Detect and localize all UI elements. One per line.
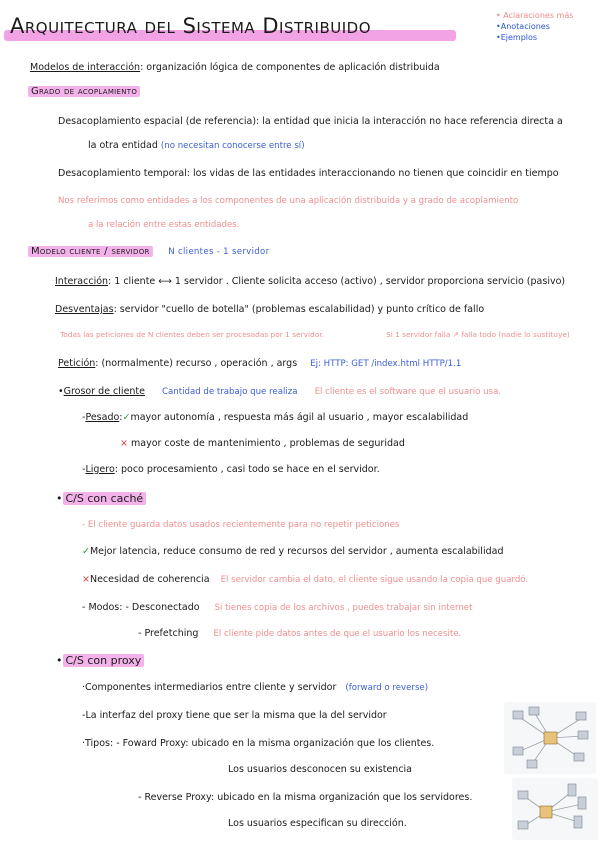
- tipo-forward: : - Foward Proxy: ubicado en la misma organización que los clientes.: [109, 738, 435, 749]
- line-desventajas: [55, 304, 484, 315]
- proxy-interfaz: La interfaz del proxy tiene que ser la misma que la del servidor: [85, 710, 387, 721]
- line-desac-esp2: [88, 140, 305, 151]
- line-prefetching: [138, 628, 461, 639]
- legend-item-aclaraciones: • Aclaraciones más: [496, 11, 574, 20]
- modelo-cs-heading: Modelo cliente / servidor: [28, 246, 153, 257]
- line-pesado-con: [120, 438, 405, 449]
- cache-con-note: El servidor cambia el dato, el cliente sigue usando la copia que guardó.: [220, 575, 529, 585]
- line-cache-con: [82, 574, 528, 585]
- cross-icon: ×: [120, 438, 128, 449]
- note-todas-peticiones: Todas las peticiones de N clientes deben ser procesadas por 1 servidor.: [60, 330, 324, 339]
- cache-note: El cliente guarda datos usados recientemente para no repetir peticiones: [87, 520, 400, 530]
- desventajas-label: Desventajas: [55, 304, 114, 315]
- n-clientes-note: N clientes - 1 servidor: [168, 247, 270, 257]
- line-proxy-comp: ·Componentes intermediarios entre cliente y servidor (forward o reverse): [82, 682, 429, 693]
- line-ligero: -Ligero: poco procesamiento , casi todo se hace en el servidor.: [82, 464, 380, 475]
- line-cache-pro: [82, 546, 503, 557]
- cache-con: Necesidad de coherencia: [89, 574, 210, 585]
- heading-grado: [28, 86, 140, 97]
- desventajas-text: : servidor "cuello de botella" (problemas escalabilidad) y punto crítico de fallo: [113, 304, 485, 315]
- grosor-note: El cliente es el software que el usuario usa.: [314, 387, 502, 397]
- note-nos-ref2: a la relación entre estas entidades.: [88, 220, 240, 230]
- interaccion-text: : 1 cliente ⟷ 1 servidor . Cliente solicita acceso (activo) , servidor proporciona servicio (pasivo): [108, 276, 566, 287]
- modos-label: Modos: [88, 602, 120, 613]
- legend: [496, 10, 573, 43]
- legend-item-ejemplos: •Ejemplos: [496, 33, 538, 42]
- line-pesado: -Pesado:✓mayor autonomía , respuesta más ágil al usuario , mayor escalabilidad: [82, 412, 469, 423]
- modelos-label: Modelos de interacción: [30, 62, 141, 73]
- note-cache: - El cliente guarda datos usados recientemente para no repetir peticiones: [82, 520, 400, 530]
- cache-pro: Mejor latencia, reduce consumo de red y recursos del servidor , aumenta escalabilidad: [89, 546, 504, 557]
- line-desac-temp: Desacoplamiento temporal: los vidas de las entidades interaccionando no tienen que coincidir en tiempo: [58, 168, 559, 179]
- pesado-pro: mayor autonomía , respuesta más ágil al usuario , mayor escalabilidad: [130, 412, 469, 423]
- interaccion-label: Interacción: [55, 276, 109, 287]
- grosor-label: Grosor de cliente: [63, 386, 145, 397]
- grosor-text: Cantidad de trabajo que realiza: [162, 387, 298, 397]
- proxy-comp: Componentes intermediarios entre cliente y servidor: [85, 682, 337, 693]
- forward-proxy-diagram: [504, 702, 596, 774]
- modo-prefetching: - Prefetching: [138, 628, 199, 639]
- line-modos: - Modos: - Desconectado Si tienes copia de los archivos , puedes trabajar sin internet: [82, 602, 473, 613]
- peticion-label: Petición: [58, 358, 96, 369]
- cross-icon: ×: [82, 574, 90, 585]
- desac-esp2-text: la otra entidad: [88, 140, 158, 151]
- pesado-con: mayor coste de mantenimiento , problemas de seguridad: [131, 438, 405, 449]
- ligero-text: : poco procesamiento , casi todo se hace en el servidor.: [114, 464, 380, 475]
- line-cs-cache: • C/S con caché: [56, 492, 146, 505]
- cs-proxy-heading: C/S con proxy: [63, 654, 145, 667]
- modo-desconectado: : - Desconectado: [119, 602, 200, 613]
- peticion-example: Ej: HTTP: GET /index.html HTTP/1.1: [310, 359, 462, 369]
- line-tipos: ·Tipos: - Foward Proxy: ubicado en la misma organización que los clientes.: [82, 738, 435, 749]
- note-nos-ref1: Nos referimos como entidades a los componentes de una aplicación distribuida y a grado de acoplamiento: [58, 196, 519, 206]
- line-modelos: [30, 62, 440, 73]
- tipos-label: Tipos: [85, 738, 110, 749]
- ligero-label: Ligero: [85, 464, 115, 475]
- modo-pref-note: El cliente pide datos antes de que el usuario los necesite.: [213, 629, 462, 639]
- modo-desc-note: Si tienes copia de los archivos , puedes trabajar sin internet: [214, 603, 473, 613]
- desac-esp-note: (no necesitan conocerse entre sí): [160, 141, 305, 151]
- line-proxy-interfaz: -La interfaz del proxy tiene que ser la misma que la del servidor: [82, 710, 387, 721]
- line-forward-2: Los usuarios desconocen su existencia: [228, 764, 413, 775]
- reverse-proxy-diagram: [512, 778, 598, 840]
- heading-modelo-cs: [28, 246, 269, 257]
- grado-heading: Grado de acoplamiento: [28, 86, 140, 97]
- line-interaccion: [55, 276, 565, 287]
- check-icon: ✓: [82, 546, 90, 557]
- line-reverse-2: Los usuarios especifican su dirección.: [228, 818, 407, 829]
- peticion-text: : (normalmente) recurso , operación , args: [95, 358, 298, 369]
- line-peticion: [58, 358, 461, 369]
- check-icon: ✓: [122, 412, 131, 423]
- page-title: Arquitectura del Sistema Distribuido: [10, 14, 372, 38]
- note-si-servidor: Si 1 servidor falla ↗ falla todo (nadie lo sustituye): [386, 330, 570, 339]
- line-cs-proxy: • C/S con proxy: [56, 654, 144, 667]
- line-reverse: - Reverse Proxy: ubicado en la misma organización que los servidores.: [138, 792, 473, 803]
- cs-cache-heading: C/S con caché: [63, 492, 147, 505]
- line-grosor: •Grosor de cliente Cantidad de trabajo que realiza El cliente es el software que el usuario usa.: [58, 386, 502, 397]
- legend-item-anotaciones: •Anotaciones: [496, 22, 550, 31]
- modelos-text: : organización lógica de componentes de aplicación distribuida: [140, 62, 440, 73]
- line-desac-esp: Desacoplamiento espacial (de referencia): la entidad que inicia la interacción no hace referencia directa a: [58, 116, 563, 127]
- pesado-label: Pesado: [85, 412, 120, 423]
- proxy-comp-note: (forward o reverse): [345, 683, 429, 693]
